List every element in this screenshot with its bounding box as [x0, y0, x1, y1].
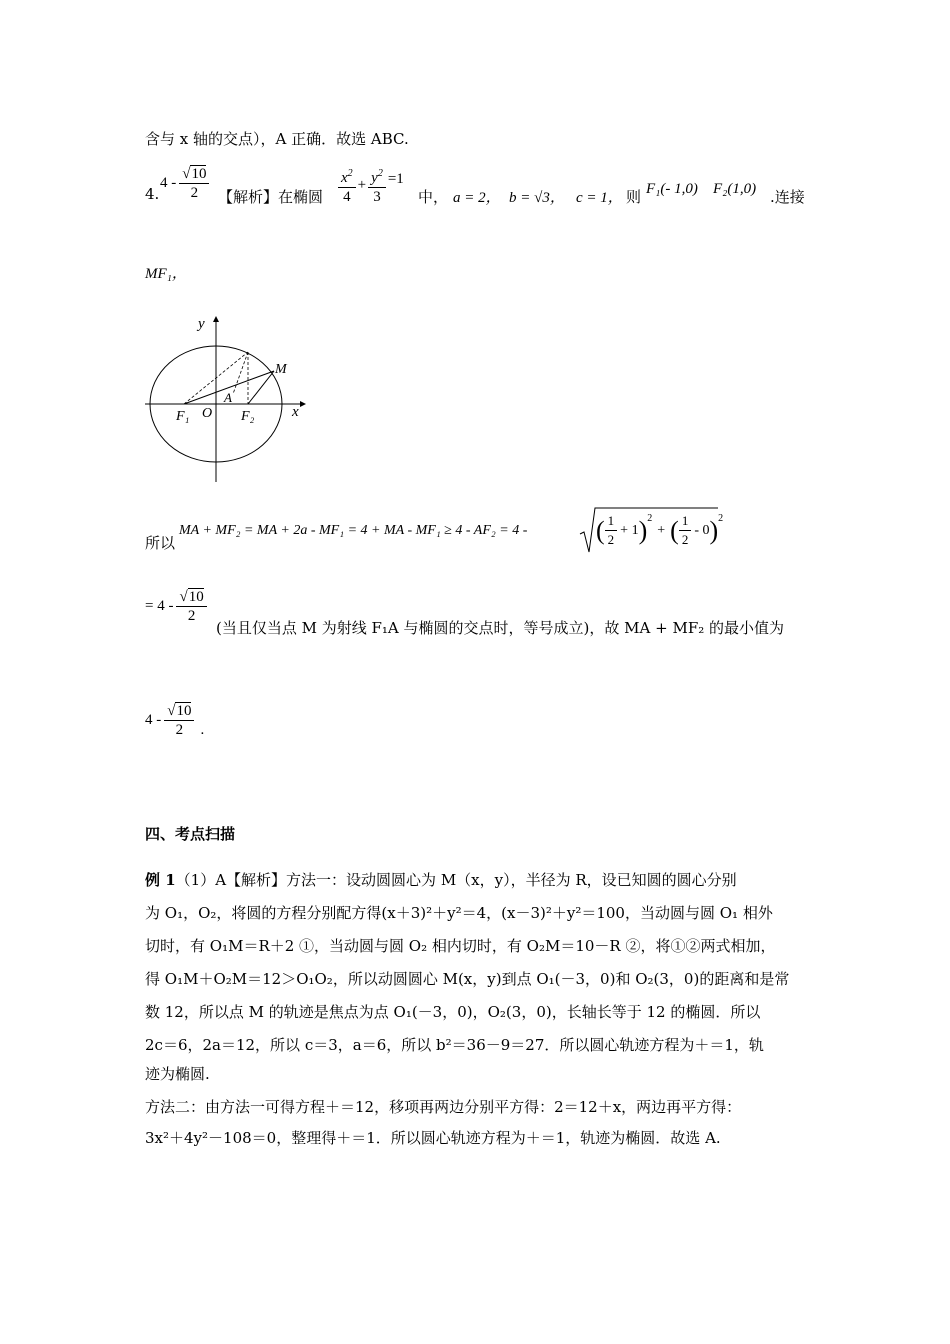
example-line-2: 为 O₁，O₂，将圆的方程分别配方得(x＋3)²＋y²＝4，(x－3)²＋y²＝100，当动圆与圆 O₁ 相外	[145, 904, 773, 922]
q4-a: a = 2，	[453, 190, 501, 206]
ellipse-diagram	[140, 310, 310, 485]
chain-expr: MA + MF₂ = MA + 2a - MF₁ = 4 + MA - MF₁ ≥ 4 - AF₂ = 4 -	[179, 523, 528, 538]
q4-ze: 则	[626, 188, 642, 206]
ellipse-equation: $\frac{x^2}{4}$ + $\frac{y^2}{3}$ =1	[338, 165, 404, 206]
example-line-8: 方法二：由方法一可得方程＋＝12，移项再两边分别平方得：2＝12＋x，两边再平方得：	[145, 1098, 742, 1116]
example-line-4: 得 O₁M＋O₂M＝12＞O₁O₂，所以动圆圆心 M(x，y)到点 O₁(－3，0)和 O₂(3，0)的距离和是常	[145, 970, 790, 988]
sqrt-contents: ( $\frac{1}{2}$ + 1 ) $^2$ + ( $\frac{1}{2}$ - 0 ) $^2$	[596, 513, 724, 547]
q4-f1: F₁(- 1,0)	[646, 181, 698, 197]
final-whole: 4 -	[145, 712, 162, 728]
q4-number: 4.	[145, 185, 160, 203]
label-a: A	[224, 390, 232, 405]
q4-f2: F₂(1,0)	[713, 181, 757, 197]
section-title: 四、考点扫描	[145, 825, 236, 843]
example-line-9: 3x²＋4y²－108＝0，整理得＋＝1．所以圆心轨迹方程为＋＝1，轨迹为椭圆．故选 A.	[145, 1129, 721, 1147]
eq-x: x	[341, 170, 348, 186]
q4-lianjie: .连接	[770, 188, 805, 206]
label-o: O	[202, 406, 213, 421]
result-den: 2	[187, 608, 196, 624]
result-eq: = 4 -	[145, 598, 174, 614]
example-line-7: 迹为椭圆.	[145, 1065, 210, 1083]
final-num: 10	[176, 703, 192, 719]
example-line-1	[145, 864, 805, 897]
q4-answer-den: 2	[190, 185, 199, 201]
q4-answer-whole: 4 -	[160, 175, 177, 191]
q4-answer	[160, 165, 209, 202]
result-value: = 4 - $\frac{√10}{2}$	[145, 588, 207, 625]
q4-label: 【解析】在椭圆	[218, 188, 324, 206]
eq-tail: =1	[387, 171, 404, 187]
inner-a-den: 2	[607, 532, 615, 547]
x-axis-arrow	[300, 401, 306, 407]
example-line-3: 切时，有 O₁M＝R＋2 ①，当动圆与圆 O₂ 相内切时，有 O₂M＝10－R ②，将①②两式相加，	[145, 937, 776, 955]
inner-a-num: 1	[605, 512, 618, 531]
label-f1: F₁	[176, 409, 190, 424]
q4-c: c = 1，	[576, 190, 623, 206]
q4-zhong: 中，	[418, 188, 449, 206]
q4-mf1: MF₁，	[145, 266, 187, 282]
q4-b: b = √3，	[509, 190, 565, 206]
inner-b-den: 2	[681, 532, 689, 547]
example-line-1-text: （1）A【解析】方法一：设动圆圆心为 M（x，y），半径为 R，设已知圆的圆心分别	[175, 871, 737, 889]
inner-b-num: 1	[679, 512, 692, 531]
chain-prefix: 所以	[145, 534, 176, 552]
label-y: y	[198, 316, 205, 332]
example-line-6: 2c＝6，2a＝12，所以 c＝3，a＝6，所以 b²＝36－9＝27．所以圆心轨迹方程为＋＝1，轨	[145, 1036, 764, 1054]
q4-answer-fraction: $\frac{√10}{2}$	[179, 165, 209, 202]
final-tail: .	[200, 722, 205, 738]
eq-y: y	[371, 170, 378, 186]
final-value: 4 - $\frac{√10}{2}$ .	[145, 703, 205, 738]
y-axis-arrow	[213, 316, 219, 322]
eq-den-3: 3	[373, 189, 381, 205]
final-den: 2	[175, 722, 184, 738]
text-line-1: 含与 x 轴的交点），A 正确．故选 ABC.	[145, 130, 409, 148]
label-f2: F₂	[241, 409, 255, 424]
q4-answer-num: 10	[191, 166, 207, 182]
example-label: 例 1	[145, 871, 176, 889]
result-num: 10	[188, 589, 204, 605]
example-line-5: 数 12，所以点 M 的轨迹是焦点为点 O₁(－3，0)，O₂(3，0)，长轴长等于 12 的椭圆．所以	[145, 1003, 761, 1021]
eq-den-4: 4	[343, 189, 351, 205]
label-m: M	[275, 362, 287, 377]
label-x: x	[292, 404, 299, 420]
example-paragraph	[145, 864, 805, 1155]
result-text: (当且仅当点 M 为射线 F₁A 与椭圆的交点时，等号成立)，故 MA + MF₂ 的最小值为	[216, 619, 785, 637]
inner-b-tail: - 0	[694, 522, 710, 538]
inner-a-tail: + 1	[620, 522, 639, 538]
